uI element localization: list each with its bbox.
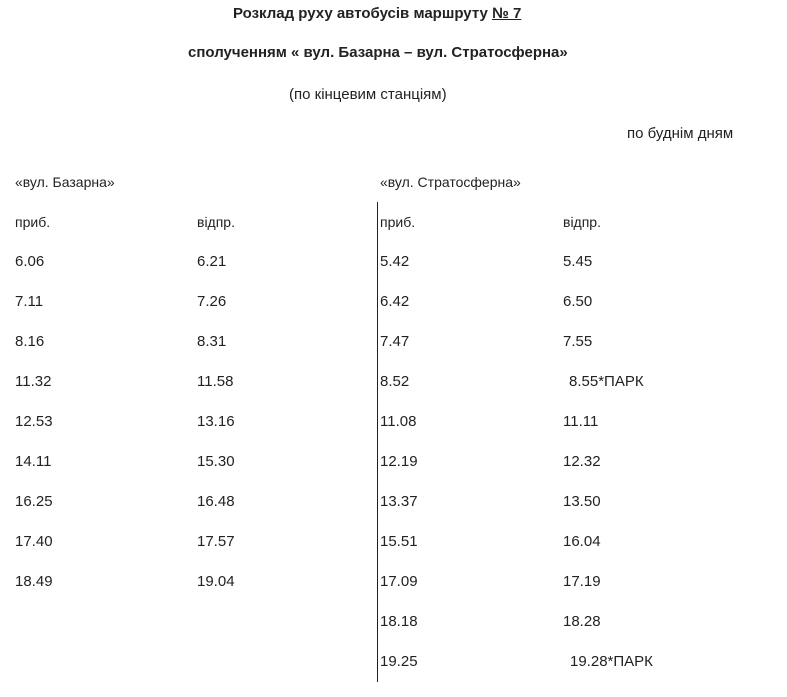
right-arrivals-column <box>380 213 418 693</box>
right-departure-time: 5.45 <box>563 253 593 270</box>
left-arrival-time: 14.11 <box>15 453 52 470</box>
left-departure-time: 17.57 <box>197 533 235 550</box>
right-arrival-header: приб. <box>380 214 416 230</box>
right-departure-time: 12.32 <box>563 453 601 470</box>
right-departure-time: 11.11 <box>563 413 599 430</box>
left-departure-time: 6.21 <box>197 253 227 270</box>
weekdays-label: по буднім дням <box>627 125 734 142</box>
left-stop-name: «вул. Базарна» <box>15 174 115 190</box>
route-subtitle: сполученням « вул. Базарна – вул. Стратосферна» <box>188 44 568 61</box>
right-arrival-time: 11.08 <box>380 413 417 430</box>
left-arrival-header: приб. <box>15 214 51 230</box>
title-prefix: Розклад руху автобусів маршруту <box>233 5 493 22</box>
left-departure-header: відпр. <box>197 214 235 230</box>
left-departure-time: 11.58 <box>197 373 234 390</box>
right-arrival-time: 5.42 <box>380 253 410 270</box>
right-stop-name: «вул. Стратосферна» <box>380 174 521 190</box>
right-arrival-time: 18.18 <box>380 613 418 630</box>
right-departure-time: 6.50 <box>563 293 593 310</box>
right-arrival-time: 19.25 <box>380 653 418 670</box>
left-arrival-time: 6.06 <box>15 253 45 270</box>
left-arrival-time: 17.40 <box>15 533 53 550</box>
right-departure-time: 16.04 <box>563 533 601 550</box>
right-departure-time: 7.55 <box>563 333 593 350</box>
right-arrival-time: 17.09 <box>380 573 418 590</box>
left-arrival-time: 8.16 <box>15 333 45 350</box>
right-arrival-time: 15.51 <box>380 533 418 550</box>
left-arrival-time: 16.25 <box>15 493 53 510</box>
left-arrivals-column <box>15 213 53 613</box>
stations-note: (по кінцевим станціям) <box>289 86 447 103</box>
left-departure-time: 13.16 <box>197 413 235 430</box>
left-arrival-time: 12.53 <box>15 413 53 430</box>
right-departure-time: 18.28 <box>563 613 601 630</box>
right-arrival-time: 8.52 <box>380 373 410 390</box>
left-departures-column <box>197 213 235 613</box>
right-arrival-time: 13.37 <box>380 493 418 510</box>
column-divider <box>377 202 378 682</box>
left-departure-time: 7.26 <box>197 293 227 310</box>
right-arrival-time: 7.47 <box>380 333 410 350</box>
left-arrival-time: 7.11 <box>15 293 44 310</box>
left-departure-time: 15.30 <box>197 453 235 470</box>
left-arrival-time: 11.32 <box>15 373 52 390</box>
route-number: № 7 <box>492 5 522 22</box>
left-arrival-time: 18.49 <box>15 573 53 590</box>
left-departure-time: 19.04 <box>197 573 235 590</box>
right-departure-time: 13.50 <box>563 493 601 510</box>
right-departures-column <box>563 213 653 693</box>
right-departure-time: 17.19 <box>563 573 601 590</box>
right-arrival-time: 12.19 <box>380 453 418 470</box>
right-departure-time-park: 19.28*ПАРК <box>570 653 653 670</box>
right-departure-header: відпр. <box>563 214 601 230</box>
right-departure-time-park: 8.55*ПАРК <box>569 373 644 390</box>
left-departure-time: 8.31 <box>197 333 227 350</box>
right-arrival-time: 6.42 <box>380 293 410 310</box>
left-departure-time: 16.48 <box>197 493 235 510</box>
